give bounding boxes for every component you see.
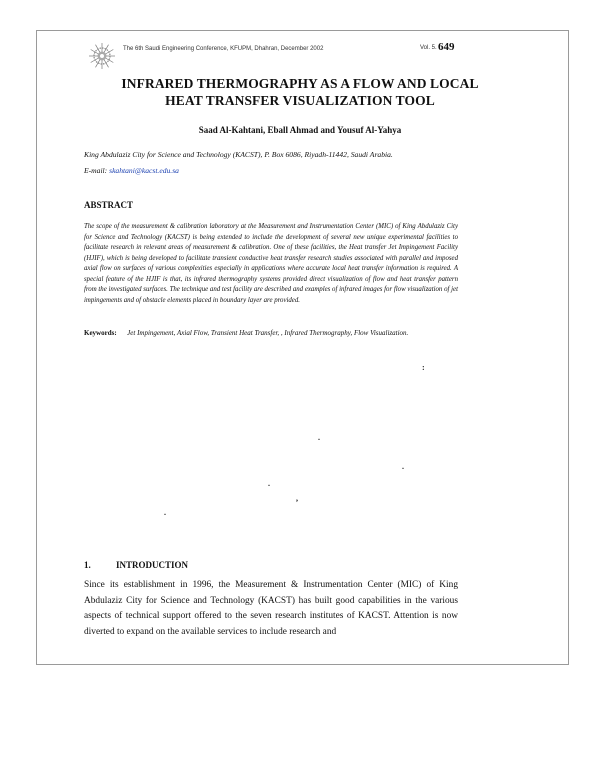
paper-title-line1: INFRARED THERMOGRAPHY AS A FLOW AND LOCAL	[121, 76, 479, 91]
stray-mark: .	[318, 433, 320, 442]
email-link[interactable]: skahtani@kacst.edu.sa	[109, 166, 179, 175]
stray-mark: .	[268, 479, 270, 488]
page-number: 649	[438, 41, 455, 53]
conference-logo-icon	[88, 42, 116, 70]
introduction-text: Since its establishment in 1996, the Measurement & Instrumentation Center (MIC) of King Abdulaziz City for Science and Technology (KACST) has built good capabilities in the various aspects of technical support offered to the seven research institutes of KACST. Attention is now diverted to expand on the available services to include research and	[84, 580, 458, 637]
paper-title-line2: HEAT TRANSFER VISUALIZATION TOOL	[165, 93, 435, 108]
affiliation: King Abdulaziz City for Science and Technology (KACST), P. Box 6086, Riyadh-11442, Saudi Arabia.	[84, 150, 393, 159]
section-heading-introduction	[84, 560, 188, 570]
keywords	[84, 328, 458, 338]
abstract-text: The scope of the measurement & calibration laboratory at the Measurement and Instrumentation Center (MIC) of King Abdulaziz City for Science and Technology (KACST) is being extended to include the development of several new unique experimental facilities to facilitate research in relevant areas of measurement & calibration. One of these facilities, the Heat transfer Jet Impingement Facility (HJIF), which is being developed to facilitate transient conductive heat transfer research studies associated with parallel and imposed axial flow on surfaces of various complexities especially in applications where accurate local heat transfer information is required. A special feature of the HJIF is that, its infrared thermography systems provided direct visualization of flow and heat transfer pattern from the investigated surfaces. The technique and test facility are described and examples of infrared images for flow visualization of jet impingements and of obstacle elements placed in boundary layer are provided.	[84, 223, 458, 304]
keywords-label: Keywords:	[84, 329, 117, 337]
authors: Saad Al-Kahtani, Eball Ahmad and Yousuf Al-Yahya	[198, 125, 402, 135]
conference-header: The 6th Saudi Engineering Conference, KFUPM, Dhahran, December 2002	[123, 46, 324, 52]
abstract-heading: ABSTRACT	[84, 200, 134, 210]
section-title: INTRODUCTION	[116, 560, 189, 570]
keywords-text: Jet Impingement, Axial Flow, Transient Heat Transfer, , Infrared Thermography, Flow Visualization.	[127, 329, 409, 337]
email-line	[84, 166, 179, 175]
stray-mark: .	[164, 508, 166, 517]
section-number: 1.	[84, 560, 91, 570]
stray-mark: ,	[296, 494, 298, 503]
stray-mark: .	[402, 462, 404, 471]
stray-mark: :	[422, 363, 425, 372]
volume-label: Vol. 5.	[420, 45, 437, 51]
email-label: E-mail:	[84, 166, 110, 175]
